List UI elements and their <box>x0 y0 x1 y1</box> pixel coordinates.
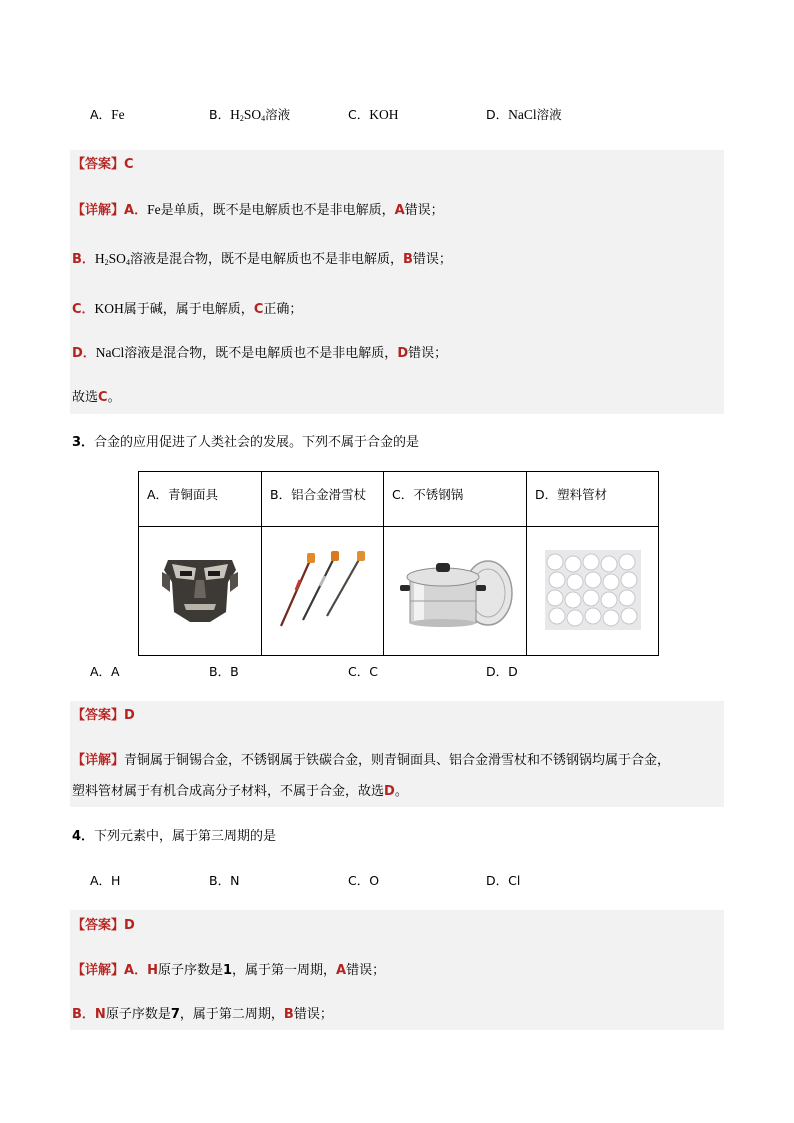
q3-options-table <box>138 471 659 656</box>
ski-poles-image <box>262 527 384 656</box>
q2-detail-b: B．$H_2SO_4$溶液是混合物，既不是电解质也不是非电解质，B错误； <box>72 251 452 267</box>
q4-stem: 4．下列元素中，属于第三周期的是 <box>72 829 277 844</box>
q2-detail-a: 【详解】A．Fe是单质，既不是电解质也不是非电解质，A错误； <box>72 202 444 218</box>
table-header-d: D．塑料管材 <box>527 472 659 527</box>
q4-option-b: B．N <box>209 873 240 888</box>
q3-option-d: D．D <box>486 664 518 679</box>
q3-option-b: B．B <box>209 664 239 679</box>
q2-option-d: D．NaCl溶液 <box>486 107 562 122</box>
steel-pot-image <box>384 527 527 656</box>
q4-option-d: D．Cl <box>486 873 521 888</box>
q3-detail-line-2: 塑料管材属于有机合成高分子材料，不属于合金，故选D。 <box>72 784 408 799</box>
q3-option-a: A．A <box>90 664 120 679</box>
q2-answer: 【答案】C <box>72 157 134 172</box>
q3-stem: 3．合金的应用促进了人类社会的发展。下列不属于合金的是 <box>72 435 420 450</box>
q2-answer-panel <box>70 150 724 414</box>
q4-detail-a: 【详解】A．H原子序数是1，属于第一周期，A错误； <box>72 963 386 978</box>
q2-option-b: B．$H_2SO_4$溶液 <box>209 107 291 123</box>
q2-option-c: C．KOH <box>348 107 399 122</box>
q4-detail-b: B．N原子序数是7，属于第二周期，B错误； <box>72 1007 333 1022</box>
q3-answer: 【答案】D <box>72 708 135 723</box>
plastic-pipes-image <box>527 527 659 656</box>
q4-option-a: A．H <box>90 873 121 888</box>
bronze-mask-image <box>139 527 262 656</box>
q3-option-c: C．C <box>348 664 378 679</box>
table-header-a: A．青铜面具 <box>139 472 262 527</box>
q2-detail-c: C．KOH属于碱，属于电解质，C正确； <box>72 301 303 317</box>
q4-option-c: C．O <box>348 873 380 888</box>
q3-detail-line-1: 【详解】青铜属于铜锡合金，不锈钢属于铁碳合金，则青铜面具、铝合金滑雪杖和不锈钢锅均属于合金， <box>72 753 671 768</box>
q2-detail-d: D．NaCl溶液是混合物，既不是电解质也不是非电解质，D错误； <box>72 345 448 361</box>
q4-answer: 【答案】D <box>72 918 135 933</box>
q2-option-a: A．Fe <box>90 107 125 122</box>
table-header-b: B．铝合金滑雪杖 <box>262 472 384 527</box>
table-header-c: C．不锈钢锅 <box>384 472 527 527</box>
q2-conclusion: 故选C。 <box>72 390 121 405</box>
